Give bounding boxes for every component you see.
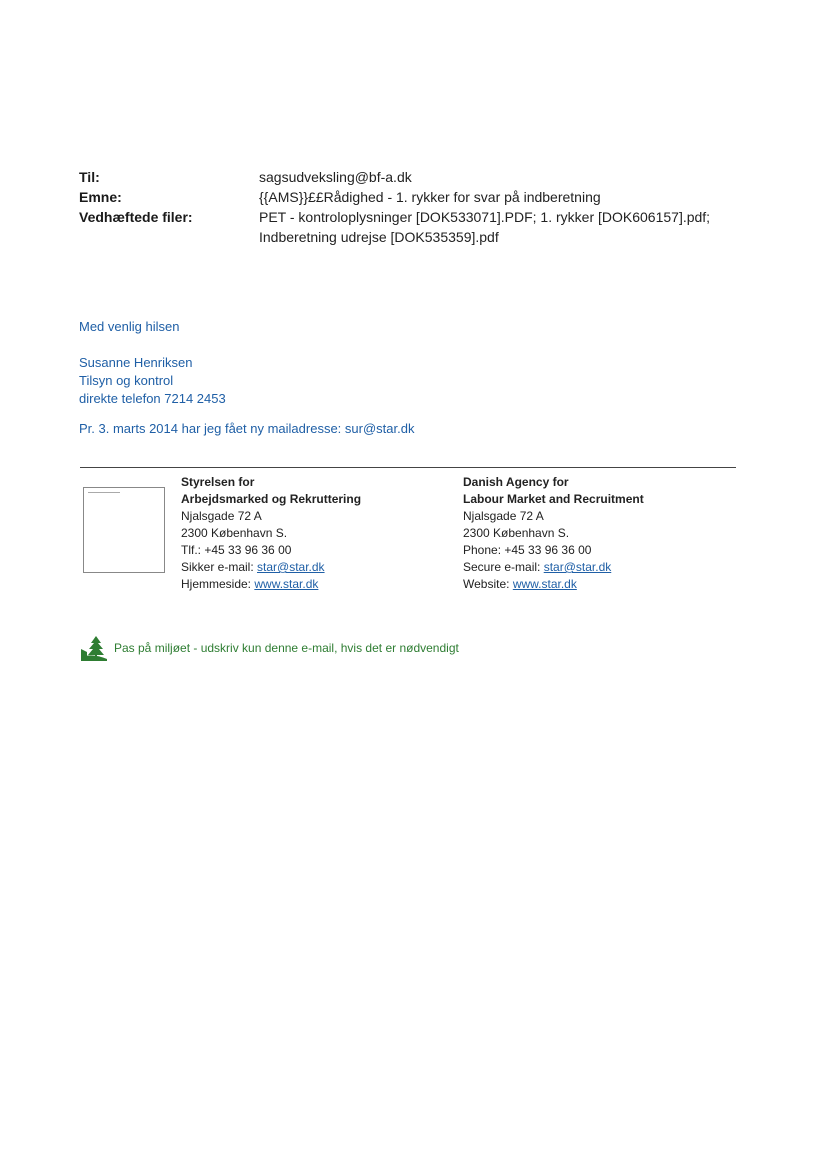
web-label-en: Website:: [463, 577, 513, 591]
street-da: Njalsgade 72 A: [181, 509, 262, 523]
email-header: [79, 167, 759, 247]
attachments-value: [259, 207, 759, 247]
org-name-en-1: Danish Agency for: [463, 475, 569, 489]
email-row-da: [181, 559, 361, 576]
subject-label: Emne:: [79, 189, 122, 205]
greeting: Med venlig hilsen: [79, 319, 180, 334]
to-row: [79, 167, 759, 187]
org-name-da-1: Styrelsen for: [181, 475, 255, 489]
sender-phone: direkte telefon 7214 2453: [79, 391, 226, 406]
agency-logo-placeholder: [83, 487, 165, 573]
org-name-da-2: Arbejdsmarked og Rekruttering: [181, 492, 362, 506]
new-address-notice: Pr. 3. marts 2014 har jeg fået ny mailadresse: sur@star.dk: [79, 421, 415, 436]
web-link-da[interactable]: www.star.dk: [254, 577, 319, 591]
to-label: Til:: [79, 169, 100, 185]
eco-notice-text: Pas på miljøet - udskriv kun denne e-mail, hvis det er nødvendigt: [114, 641, 459, 655]
subject-row: [79, 187, 759, 207]
web-label-da: Hjemmeside:: [181, 577, 255, 591]
attachments-line-2: Indberetning udrejse [DOK535359].pdf: [259, 229, 499, 245]
web-row-da: [181, 576, 361, 593]
footer-english: [463, 474, 644, 593]
footer-divider: [80, 467, 736, 468]
signature: [79, 318, 414, 438]
sender-name: Susanne Henriksen: [79, 355, 193, 370]
attachments-line-1: PET - kontroloplysninger [DOK533071].PDF; 1. rykker [DOK606157].pdf;: [259, 209, 711, 225]
tree-landscape-icon: [80, 635, 108, 661]
email-row-en: [463, 559, 644, 576]
eco-notice: [80, 635, 459, 661]
sender-department: Tilsyn og kontrol: [79, 373, 174, 388]
email-label-da: Sikker e-mail:: [181, 560, 258, 574]
org-name-en-2: Labour Market and Recruitment: [463, 492, 644, 506]
phone-da: Tlf.: +45 33 96 36 00: [181, 543, 292, 557]
street-en: Njalsgade 72 A: [463, 509, 544, 523]
city-en: 2300 København S.: [463, 526, 570, 540]
city-da: 2300 København S.: [181, 526, 288, 540]
web-row-en: [463, 576, 644, 593]
email-label-en: Secure e-mail:: [463, 560, 544, 574]
email-link-en[interactable]: star@star.dk: [543, 560, 612, 574]
subject-value: {{AMS}}££Rådighed - 1. rykker for svar på indberetning: [259, 189, 601, 205]
footer-danish: [181, 474, 361, 593]
attachments-row: [79, 207, 759, 247]
email-link-da[interactable]: star@star.dk: [257, 560, 325, 574]
attachments-label: Vedhæftede filer:: [79, 209, 193, 225]
web-link-en[interactable]: www.star.dk: [512, 577, 577, 591]
phone-en: Phone: +45 33 96 36 00: [463, 543, 592, 557]
to-value: sagsudveksling@bf-a.dk: [259, 169, 412, 185]
